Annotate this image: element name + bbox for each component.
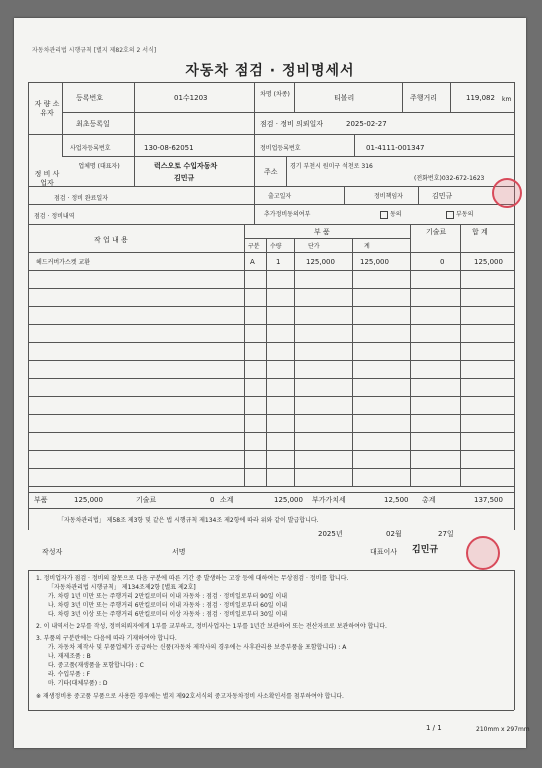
mileage-unit: km: [502, 96, 512, 103]
biz-reg-value: 01-4111-001347: [366, 144, 425, 152]
frame-top: [28, 82, 514, 83]
company-name: 럭스오토 수입자동차: [154, 162, 218, 170]
owner-section-label: 자 량 소유자: [34, 100, 60, 117]
mileage-label: 주행거리: [410, 94, 438, 102]
company-seal: [466, 536, 500, 570]
total-header: 합 계: [472, 228, 488, 236]
date-day: 27일: [438, 530, 454, 538]
frame-right: [514, 82, 515, 530]
note-1c: 다. 차령 3년 이상 또는 주행거리 6만킬로미터 이상 자동차 : 점검 · 정비일로부터 30일 이내: [48, 611, 288, 618]
business-section-label: 정 비 사업자: [34, 170, 60, 187]
check-date-label: 점검 · 정비 완료일자: [54, 195, 108, 202]
totals-grand-label: 총계: [422, 496, 436, 504]
ceo-name: 김민규: [412, 545, 439, 555]
totals-vat-label: 부가가치세: [312, 496, 346, 504]
note-footnote: ※ 재생정비용 중고품 부품으로 사용한 경우에는 별지 제92호서식의 중고자동차정비 사소확인서를 첨부하여야 합니다.: [36, 693, 344, 700]
document-title: 자동차 점검 · 정비명세서: [185, 63, 355, 79]
note-1-ref: 「자동차관리법 시행규칙」 제134조제2항 [별표 제2호]: [48, 584, 196, 591]
note-1: 1. 정비업자가 점검 · 정비의 잘못으로 다음 구분에 따른 기간 중 발생하는 고장 등에 대하여는 무상점검 · 정비를 합니다.: [36, 575, 349, 582]
request-date-value: 2025-02-27: [346, 120, 387, 128]
totals-subtotal-label: 소계: [220, 496, 234, 504]
col-kind: 구분: [248, 243, 260, 250]
document-page: [14, 18, 530, 748]
paper-size: 210mm x 297mm: [476, 726, 530, 733]
totals-grand-value: 137,500: [474, 496, 503, 504]
disagree-box[interactable]: [446, 211, 454, 219]
totals-parts-value: 125,000: [74, 496, 103, 504]
agree-checkbox[interactable]: [380, 210, 402, 219]
row-1-labor: 0: [440, 258, 445, 266]
note-2: 2. 이 내역서는 2부를 작성, 정비의뢰자에게 1부를 교부하고, 정비사업자는 1부를 1년간 보관하여 또는 전산자료로 보관하여야 합니다.: [36, 623, 387, 630]
company-seal-top: [492, 178, 522, 208]
row-1-work: 헤드커버가스켓 교환: [36, 259, 91, 266]
writer-label: 작성자: [42, 548, 63, 556]
col-qty: 수량: [270, 243, 282, 250]
agree-text: 동의: [390, 211, 402, 218]
statement-text: 「자동차관리법」 제58조 제3항 및 같은 법 시행규칙 제134조 제2항에 따라 위와 같이 발급합니다.: [58, 517, 319, 524]
release-date-label: 출고일자: [268, 193, 292, 200]
company-rep: 김민규: [174, 174, 195, 182]
disagree-checkbox[interactable]: [446, 210, 473, 219]
biz-no-label: 사업자등록번호: [70, 145, 111, 152]
totals-parts-label: 부품: [34, 496, 48, 504]
note-3a: 가. 자동차 제작사 및 부품업체가 공급하는 신품(자동차 제작사의 경우에는 사후관리용 보증부품을 포함합니다) : A: [48, 644, 347, 651]
note-3d: 라. 수입부품 : F: [48, 671, 91, 678]
manager-value: 김민규: [432, 192, 453, 200]
note-3: 3. 부품의 구분란에는 다음에 따라 기재하여야 합니다.: [36, 635, 177, 642]
biz-no-value: 130-08-62051: [144, 144, 194, 152]
col-sum: 계: [364, 243, 370, 250]
row-1-sum: 125,000: [360, 258, 389, 266]
date-year: 2025년: [318, 530, 343, 538]
request-date-label: 점검 · 정비 의뢰일자: [260, 120, 323, 128]
date-month: 02월: [386, 530, 402, 538]
row-1-price: 125,000: [306, 258, 335, 266]
ceo-label: 대표이사: [370, 548, 398, 556]
row-1-kind: A: [250, 258, 255, 266]
page-number: 1 / 1: [426, 724, 442, 732]
address-label: 주소: [264, 168, 278, 176]
model-label: 차명 (차종): [260, 91, 290, 98]
note-3c: 다. 중고품(재생품을 포함합니다) : C: [48, 662, 144, 669]
address-value: 경기 부천시 원미구 석천로 316: [290, 163, 373, 170]
labor-header: 기술료: [426, 228, 447, 236]
totals-labor-value: 0: [210, 496, 215, 504]
company-name-label: 업체명 (대표자): [78, 163, 120, 170]
model-value: 티볼리: [334, 94, 355, 102]
totals-vat-value: 12,500: [384, 496, 409, 504]
row-1-qty: 1: [276, 258, 281, 266]
note-3b: 나. 재제조품 : B: [48, 653, 91, 660]
note-1a: 가. 차령 1년 미만 또는 주행거리 2만킬로미터 이내 자동차 : 점검 · 정비일로부터 90일 이내: [48, 593, 288, 600]
reg-date-label: 최초등록일: [76, 120, 110, 128]
totals-labor-label: 기술료: [136, 496, 157, 504]
disagree-text: 부동의: [456, 211, 474, 218]
agree-box[interactable]: [380, 211, 388, 219]
phone-value: (전화번호)032-672-1623: [414, 175, 485, 182]
manager-label: 정비책임자: [374, 193, 403, 200]
work-header: 작 업 내 용: [94, 236, 128, 244]
reg-no-label: 등록번호: [76, 94, 104, 102]
row-1-total: 125,000: [474, 258, 503, 266]
note-3e: 마. 기타(대체부품) : D: [48, 680, 108, 687]
col-price: 단가: [308, 243, 320, 250]
reg-no-value: 01수1203: [174, 94, 208, 102]
biz-reg-label: 정비업등록번호: [260, 145, 301, 152]
details-label: 점검 · 정비내역: [34, 213, 75, 220]
totals-subtotal-value: 125,000: [274, 496, 303, 504]
parts-header: 부 품: [314, 228, 330, 236]
mileage-value: 119,082: [466, 94, 495, 102]
sign-label: 서명: [172, 548, 186, 556]
form-reference: 자동차관리법 시행규칙 [별지 제82호의 2 서식]: [32, 47, 157, 54]
extra-consent-label: 추가정비동의여부: [264, 211, 311, 218]
note-1b: 나. 차령 3년 미만 또는 주행거리 6만킬로미터 이내 자동차 : 점검 · 정비일로부터 60일 이내: [48, 602, 288, 609]
